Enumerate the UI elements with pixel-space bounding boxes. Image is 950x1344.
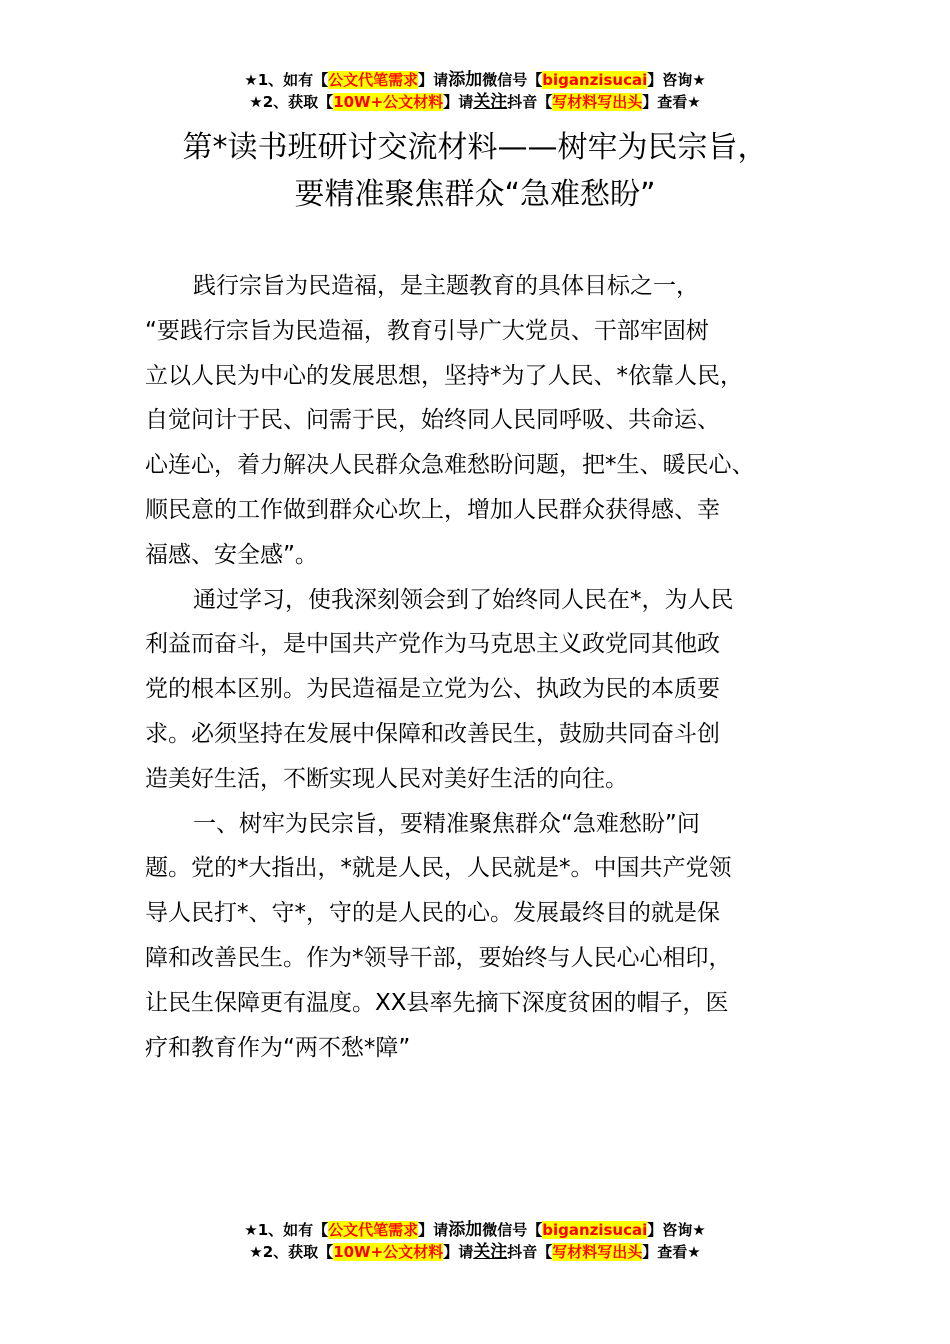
promo-emphasis: 关注 (473, 1242, 508, 1262)
promo-emphasis: 关注 (473, 92, 508, 112)
body-line: 题。党的*大指出，*就是人民，人民就是*。中国共产党领 (145, 855, 732, 882)
promo-highlight-wechat-id: biganzisucai (542, 71, 648, 89)
promo-highlight-materials: 10W+公文材料 (333, 1243, 444, 1261)
body-line: 福感、安全感”。 (145, 541, 318, 568)
body-line: 党的根本区别。为民造福是立党为公、执政为民的本质要 (145, 676, 720, 703)
title-line: 第*读书班研讨交流材料——树牢为民宗旨， (182, 130, 768, 165)
promo-text: 】请 (443, 93, 474, 111)
promo-line-1 (0, 69, 950, 91)
body-line: 通过学习，使我深刻领会到了始终同人民在*，为人民 (193, 586, 734, 613)
body-line: 自觉问计于民、问需于民，始终同人民同呼吸、共命运、 (145, 407, 720, 434)
promo-text: 微信号【 (482, 1221, 543, 1239)
body-line: 一、树牢为民宗旨，要精准聚焦群众“急难愁盼”问 (193, 810, 700, 837)
promo-line-2 (0, 91, 950, 113)
promo-highlight-account: 写材料写出头 (552, 1243, 643, 1261)
promo-text: ★1、如有【 (244, 1221, 329, 1239)
body-line: 顺民意的工作做到群众心坎上，增加人民群众获得感、幸 (145, 496, 720, 523)
body-line: 导人民打*、守*，守的是人民的心。发展最终目的就是保 (145, 900, 720, 927)
body-line: “要践行宗旨为民造福，教育引导广大党员、干部牢固树 (145, 317, 709, 344)
promo-line-1 (0, 1219, 950, 1241)
body-line: 造美好生活，不断实现人民对美好生活的向往。 (145, 765, 628, 792)
promo-emphasis: 添加 (448, 1220, 483, 1240)
body-line: 求。必须坚持在发展中保障和改善民生，鼓励共同奋斗创 (145, 720, 720, 747)
body-line: 立以人民为中心的发展思想，坚持*为了人民、*依靠人民， (145, 362, 743, 389)
body-line: 心连心，着力解决人民群众急难愁盼问题，把*生、暖民心、 (145, 452, 755, 479)
promo-text: 】咨询★ (647, 1221, 706, 1239)
promo-text: 】请 (443, 1243, 474, 1261)
promo-text: ★2、获取【 (249, 1243, 334, 1261)
promo-text: ★2、获取【 (249, 93, 334, 111)
promo-emphasis: 添加 (448, 70, 483, 90)
body-line: 践行宗旨为民造福，是主题教育的具体目标之一， (193, 273, 699, 299)
promo-text: 】查看★ (642, 93, 701, 111)
promo-text: 抖音【 (507, 93, 553, 111)
promo-text: 微信号【 (482, 71, 543, 89)
promo-highlight-materials: 10W+公文材料 (333, 93, 444, 111)
promo-text: 】咨询★ (647, 71, 706, 89)
promo-highlight-wechat-id: biganzisucai (542, 1221, 648, 1239)
promo-text: 】请 (418, 1221, 449, 1239)
promo-highlight-service: 公文代笔需求 (328, 71, 419, 89)
document-body (145, 264, 835, 1070)
promo-text: 抖音【 (507, 1243, 553, 1261)
document-title (0, 124, 950, 218)
body-line: 疗和教育作为“两不愁*障” (145, 1034, 411, 1061)
promo-highlight-service: 公文代笔需求 (328, 1221, 419, 1239)
body-line: 障和改善民生。作为*领导干部，要始终与人民心心相印， (145, 944, 732, 971)
promo-text: 】查看★ (642, 1243, 701, 1261)
promo-text: ★1、如有【 (244, 71, 329, 89)
promo-footer (0, 1219, 950, 1263)
body-line: 让民生保障更有温度。XX县率先摘下深度贫困的帽子，医 (145, 989, 729, 1016)
promo-highlight-account: 写材料写出头 (552, 93, 643, 111)
promo-line-2 (0, 1241, 950, 1263)
body-line: 利益而奋斗，是中国共产党作为马克思主义政党同其他政 (145, 631, 720, 658)
title-line: 要精准聚焦群众“急难愁盼” (294, 177, 656, 212)
promo-text: 】请 (418, 71, 449, 89)
promo-header (0, 69, 950, 113)
